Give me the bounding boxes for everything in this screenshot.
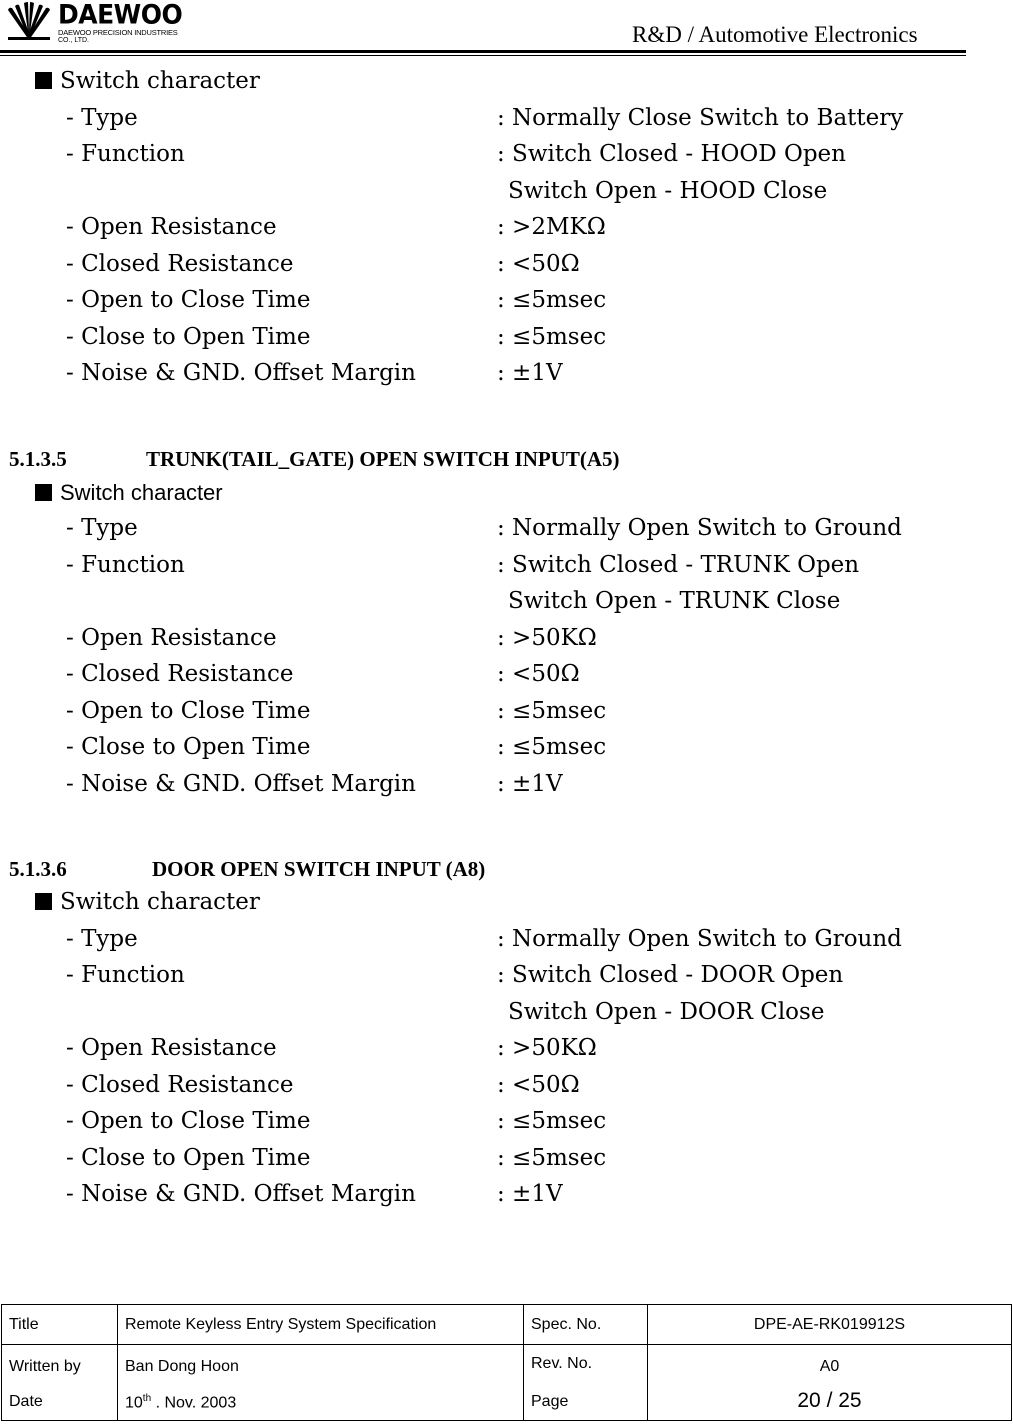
date-value — [125, 1393, 236, 1412]
row-label: - Close to Open Time — [66, 1145, 311, 1171]
row-value: Switch Open - TRUNK Close — [508, 588, 841, 614]
page-label: Page — [531, 1393, 569, 1410]
section-subtitle — [35, 482, 223, 504]
header-rule — [0, 50, 966, 53]
rev-label: Rev. No. — [531, 1355, 593, 1372]
row-value: : >50KΩ — [497, 1035, 597, 1061]
row-label: - Open Resistance — [66, 625, 277, 651]
section-number: 5.1.3.6 — [9, 857, 67, 881]
square-bullet-icon — [35, 72, 52, 89]
row-label: - Noise & GND. Offset Margin — [66, 360, 416, 386]
logo-wordmark: DAEWOO — [58, 0, 183, 30]
department-title: R&D / Automotive Electronics — [632, 22, 918, 47]
subtitle-text: Switch character — [60, 889, 260, 915]
section-subtitle — [35, 70, 260, 93]
written-label: Written by — [9, 1358, 81, 1375]
subtitle-text: Switch character — [60, 68, 260, 94]
logo-subtitle-co: CO., LTD. — [58, 37, 89, 44]
row-label: - Open to Close Time — [66, 287, 311, 313]
section-heading: TRUNK(TAIL_GATE) OPEN SWITCH INPUT(A5) — [146, 447, 620, 471]
title-value: Remote Keyless Entry System Specification — [118, 1305, 524, 1345]
spec-label: Spec. No. — [524, 1305, 648, 1345]
row-label: - Noise & GND. Offset Margin — [66, 1181, 416, 1207]
row-value: : Switch Closed - HOOD Open — [497, 141, 846, 167]
row-value: : ±1V — [497, 1181, 563, 1207]
document-footer-table — [1, 1304, 1012, 1421]
row-value: : ±1V — [497, 771, 563, 797]
square-bullet-icon — [35, 484, 52, 501]
row-value: : Switch Closed - DOOR Open — [497, 962, 844, 988]
row-value: : ≤5msec — [497, 734, 607, 760]
square-bullet-icon — [35, 893, 52, 910]
row-label: - Closed Resistance — [66, 661, 294, 687]
row-value: : Normally Close Switch to Battery — [497, 105, 904, 131]
row-value: : ≤5msec — [497, 324, 607, 350]
title-label: Title — [2, 1305, 118, 1345]
row-value: : Normally Open Switch to Ground — [497, 926, 902, 952]
row-label: - Type — [66, 105, 138, 131]
row-value: : ±1V — [497, 360, 563, 386]
row-value: Switch Open - DOOR Close — [508, 999, 825, 1025]
row-label: - Function — [66, 552, 185, 578]
row-label: - Closed Resistance — [66, 251, 294, 277]
rev-page-values — [648, 1345, 1012, 1421]
row-label: - Closed Resistance — [66, 1072, 294, 1098]
row-label: - Open to Close Time — [66, 698, 311, 724]
section-subtitle — [35, 891, 260, 914]
row-value: : ≤5msec — [497, 287, 607, 313]
page-number: 20 / 25 — [797, 1389, 862, 1412]
rev-value: A0 — [819, 1358, 840, 1375]
rev-page-labels — [524, 1345, 648, 1421]
section-heading: DOOR OPEN SWITCH INPUT (A8) — [152, 857, 486, 881]
row-label: - Open to Close Time — [66, 1108, 311, 1134]
row-value: : ≤5msec — [497, 698, 607, 724]
row-value: : <50Ω — [497, 251, 580, 277]
row-value: : ≤5msec — [497, 1108, 607, 1134]
row-value: Switch Open - HOOD Close — [508, 178, 828, 204]
row-value: : <50Ω — [497, 661, 580, 687]
row-label: - Close to Open Time — [66, 734, 311, 760]
row-label: - Type — [66, 926, 138, 952]
date-suffix: th — [142, 1393, 152, 1404]
section-number: 5.1.3.5 — [9, 447, 67, 471]
written-date-values — [118, 1345, 524, 1421]
row-label: - Type — [66, 515, 138, 541]
spec-value: DPE-AE-RK019912S — [648, 1305, 1012, 1345]
date-label: Date — [9, 1393, 43, 1410]
row-label: - Open Resistance — [66, 214, 277, 240]
author-value: Ban Dong Hoon — [125, 1358, 239, 1375]
row-label: - Close to Open Time — [66, 324, 311, 350]
daewoo-shell-logo-icon — [6, 2, 52, 42]
row-label: - Function — [66, 962, 185, 988]
row-value: : <50Ω — [497, 1072, 580, 1098]
date-rest: . Nov. 2003 — [151, 1394, 237, 1412]
row-value: : >50KΩ — [497, 625, 597, 651]
row-label: - Open Resistance — [66, 1035, 277, 1061]
date-day: 10 — [125, 1394, 143, 1412]
subtitle-text: Switch character — [60, 480, 223, 505]
row-label: - Noise & GND. Offset Margin — [66, 771, 416, 797]
logo-subtitle: DAEWOO PRECISION INDUSTRIES — [58, 28, 178, 37]
header-rule-thin — [0, 55, 966, 56]
row-label: - Function — [66, 141, 185, 167]
row-value: : Switch Closed - TRUNK Open — [497, 552, 860, 578]
row-value: : Normally Open Switch to Ground — [497, 515, 902, 541]
row-value: : >2MKΩ — [497, 214, 606, 240]
written-date-labels — [2, 1345, 118, 1421]
row-value: : ≤5msec — [497, 1145, 607, 1171]
company-logo — [6, 2, 186, 46]
